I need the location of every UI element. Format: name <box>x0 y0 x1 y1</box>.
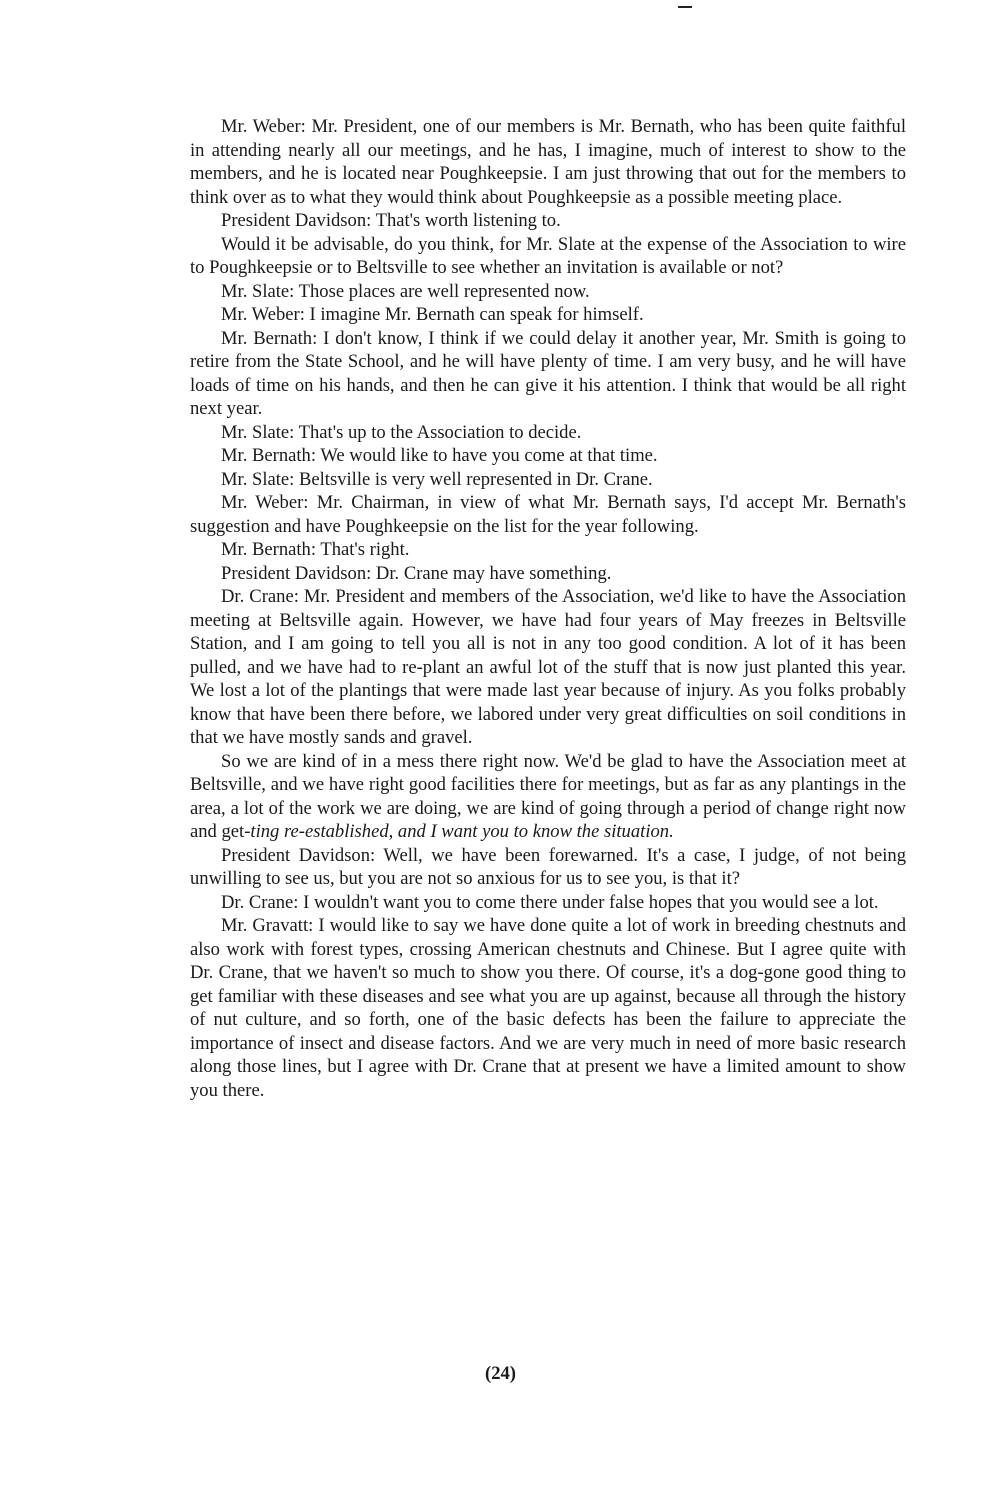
paragraph-crane-1: Dr. Crane: Mr. President and members of the Association, we'd like to have the Association meeting at Beltsville again. However, we have had four years of May freezes in Beltsville Station, and I am going to tell you all is not in any too good condition. A lot of it has been pulled, and we have had to re-plant an awful lot of the stuff that is now just planted this year. We lost a lot of the plantings that were made last year because of injury. As you folks probably know that have been there before, we labored under very great difficulties on soil conditions in that we have mostly sands and gravel. <box>190 586 906 748</box>
paragraph-davidson-1: President Davidson: That's worth listening to. <box>221 210 561 231</box>
page-body <box>190 115 906 1102</box>
paragraph-crane-2-italic: ting re-established, and I want you to know the situation. <box>250 821 674 842</box>
paragraph-slate-3: Mr. Slate: Beltsville is very well represented in Dr. Crane. <box>221 468 653 490</box>
paragraph-davidson-3: President Davidson: Dr. Crane may have something. <box>221 562 612 584</box>
paragraph-gravatt-1: Mr. Gravatt: I would like to say we have done quite a lot of work in breeding chestnuts and also work with forest types, crossing American chestnuts and Chinese. But I agree quite with Dr. Crane, that we haven't so much to show you there. Of course, it's a dog-gone good thing to get familiar with these diseases and see what you are up against, because all through the history of nut culture, and so forth, one of the basic defects has been the failure to appreciate the importance of insect and disease factors. And we are very much in need of more basic research along those lines, but I agree with Dr. Crane that at present we have a limited amount to show you there. <box>190 915 906 1101</box>
paragraph-slate-2: Mr. Slate: That's up to the Association to decide. <box>221 421 582 443</box>
paragraph-slate-1: Mr. Slate: Those places are well represented now. <box>221 280 590 302</box>
paragraph-weber-1: Mr. Weber: Mr. President, one of our members is Mr. Bernath, who has been quite faithful in attending nearly all our meetings, and he has, I imagine, much of interest to show to the members, and he is located near Poughkeepsie. I am just throwing that out for the members to think over as to what they would think about Poughkeepsie as a possible meeting place. <box>190 116 906 208</box>
paragraph-crane-3: Dr. Crane: I wouldn't want you to come there under false hopes that you would see a lot. <box>221 891 879 913</box>
paragraph-bernath-2: Mr. Bernath: We would like to have you come at that time. <box>221 445 658 466</box>
page-number: (24) <box>485 1363 516 1384</box>
paragraph-weber-3: Mr. Weber: Mr. Chairman, in view of what Mr. Bernath says, I'd accept Mr. Bernath's suggestion and have Poughkeepsie on the list for the year following. <box>190 492 906 537</box>
paragraph-bernath-3: Mr. Bernath: That's right. <box>221 539 410 560</box>
top-edge-mark <box>678 6 692 8</box>
paragraph-crane-2 <box>190 750 906 844</box>
paragraph-weber-2: Mr. Weber: I imagine Mr. Bernath can speak for himself. <box>221 304 644 325</box>
paragraph-crane-2-text: So we are kind of in a mess there right now. We'd be glad to have the Association meet at Beltsville, and we have right good facilities there for meetings, but as far as any plantings in the area, a lot of the work we are doing, we are kind of going through a period of change right now and get- <box>190 750 906 842</box>
paragraph-davidson-4: President Davidson: Well, we have been forewarned. It's a case, I judge, of not being unwilling to see us, but you are not so anxious for us to see you, is that it? <box>190 844 906 889</box>
paragraph-bernath-1: Mr. Bernath: I don't know, I think if we could delay it another year, Mr. Smith is going to retire from the State School, and he will have plenty of time. I am very busy, and he will have loads of time on his hands, and then he can give it his attention. I think that would be all right next year. <box>190 327 906 419</box>
paragraph-davidson-2: Would it be advisable, do you think, for Mr. Slate at the expense of the Association to wire to Poughkeepsie or to Beltsville to see whether an invitation is available or not? <box>190 233 906 278</box>
